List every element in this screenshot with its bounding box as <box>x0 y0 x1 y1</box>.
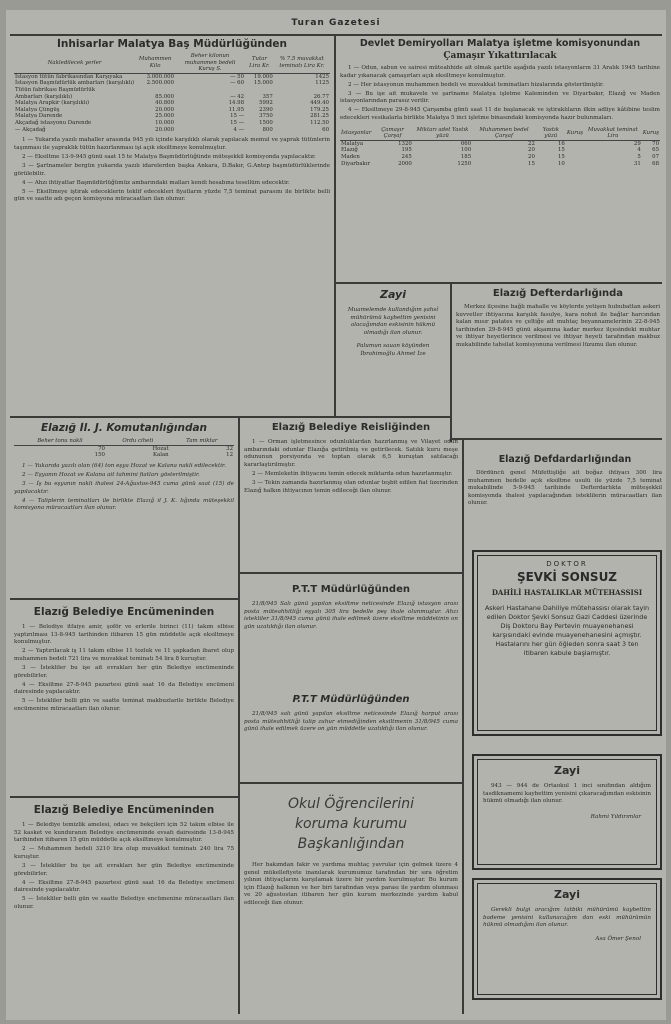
table-header: Muhammen Kilo <box>135 53 175 73</box>
paragraph: 3 — Bu işe ait mukavele ve şartname Malatya işletme Kaleminden ve Diyarbakır, Elazığ ve Maden istasyonlarından parasız verilir. <box>340 90 660 105</box>
paragraph: 2 — Eksiltme 13-9-945 günü saat 15 te Malatya Başmüdürlüğünde müteşekkil komisyonda yapılacaktır. <box>22 153 316 160</box>
zayi-text: Muamelemde kullandığım şahsî mühürümü kaybettim yenisini alacağımdan eskisinin hükmü olmadığı ilan olunur. <box>347 307 439 336</box>
table-cell: 85.000 <box>155 93 175 100</box>
table-cell: 3.000.000 <box>146 73 175 80</box>
zayi2-text: 943 — 944 de Ortaokul 1 inci sınıfından aldığım tasdiknamemi kaybettim yenisini çıkaracağımdan eskisinin hükmü olmadığı ilan olunur. <box>483 783 651 805</box>
table-row <box>340 140 660 147</box>
paragraph: 5 — İstekliler belli gün ve saatte Belediye encümenine müracaatları ilan olunur. <box>14 896 234 910</box>
table-cell: 800 <box>262 126 273 133</box>
table-cell: 195 <box>401 147 412 154</box>
table-row <box>14 80 330 87</box>
table-cell: 449.40 <box>310 100 329 107</box>
table-cell: — 42 <box>230 93 245 100</box>
table-cell <box>175 87 245 94</box>
table-row <box>14 113 330 120</box>
table-cell: Ambarları (karşılıklı) <box>15 93 73 100</box>
table-cell: İstasyon Başmüdürlük ambarları (karşılıklı) <box>15 80 135 87</box>
ptt1-title: P.T.T Müdürlüğünden <box>292 584 410 595</box>
okul-title <box>244 794 458 854</box>
ptt2-text: 21/8/945 salı günü yapılan eksiltme neticesinde Elazığ harput arası posta müteahhitliği talip zuhur etmediğinden eksiltmenin 31/8/945 cuma günü ihale edilmek üzere on gün müddetle uzatıldığı ilan olunur. <box>244 711 458 733</box>
zayi2-signature: Rahmi Yıldırımlar <box>590 813 641 820</box>
paragraph: 1 — Yukarıda yazılı mahaller arasında 945 yılı içinde karşılıklı olarak yapılacak memul ve yaprak tütünlerin taşınması ile yapraklık tütün hazırlanması işi açık eksiltmeye konulmuştur. <box>14 137 330 151</box>
table-cell: 40.800 <box>155 100 175 107</box>
defterdar-notice-1 <box>456 288 660 436</box>
inhisarlar-text <box>14 137 330 204</box>
table-cell: 2390 <box>259 106 273 113</box>
paragraph: 3 — İstekliler bu işe ait evrakları her gün Belediye encümeninde görebilirler. <box>14 862 234 877</box>
encumen1-text <box>14 624 234 714</box>
demiryollari-subtitle: Çamaşır Yıkattırılacak <box>443 51 557 61</box>
divider <box>238 418 240 1014</box>
table-cell: 3750 <box>259 113 273 120</box>
okul-title-line: Okul Öğrencilerini <box>288 796 414 812</box>
ptt2-title: P.T.T Müdürlüğünden <box>292 694 410 705</box>
table-cell: Tütün fabrikası Başmüdürlük <box>15 86 96 93</box>
paragraph: 4 — Taliplerin teminatları ile birlikte Elazığ il J. K. lığında müteşekkil komisyona müracaatları ilan olunur. <box>14 497 234 512</box>
table-cell: 2.500.000 <box>146 80 175 87</box>
paragraph: 4 — Ahzı ihtiyatlar Başmüdürlüğümüz ambarındaki malları kendi hesabına tesellüm edecektir. <box>22 179 290 186</box>
defterdar2-text: Dördüncü genel Müfettişliğe ait boğaz ihtiyacı 300 lira muhammen bedelle açık eksiltme usulü ile yüzde 7,5 teminat mukabilinde 5-9-945 tarihinde Defterdarlıkta müteşekkil komisyonda ihalesi yapılacağından isteklilerin müracaatları ilan olunur. <box>468 470 662 507</box>
jandarma-notice <box>14 422 234 594</box>
table-cell: Maden <box>341 154 360 161</box>
jandarma-title: Elazığ İl. J. Komutanlığından <box>40 422 208 434</box>
table-cell <box>566 147 584 154</box>
divider <box>334 34 336 418</box>
divider <box>10 416 450 418</box>
table-cell: Elazığ <box>341 147 358 154</box>
zayi2-title: Zayi <box>553 764 580 777</box>
demiryollari-table <box>340 127 660 168</box>
table-cell: 5992 <box>259 100 273 107</box>
defterdar-title: Elazığ Defterdarlığında <box>492 288 624 299</box>
inhisarlar-title: İnhisarlar Malatya Baş Müdürlüğünden <box>56 38 288 50</box>
demiryollari-title: Devlet Demiryolları Malatya işletme komisyonundan <box>359 38 641 49</box>
paragraph: 5 — Eksiltmeye iştirak edeceklerin teklif edecekleri fiyatların yüzde 7,5 teminat parasını ile birlikte belli gün ve saatte adı geçen komisyona müracaatları ilan olunur. <box>14 188 330 203</box>
encumen2-title: Elazığ Belediye Encümeninden <box>33 804 215 816</box>
table-row <box>340 147 660 154</box>
zayi3-signature: Asa Ömer Şenol <box>595 935 641 942</box>
divider <box>238 782 462 784</box>
table-cell: 281.25 <box>310 113 329 120</box>
table-cell: 4 — <box>233 126 245 133</box>
table-cell: 2000 <box>398 160 412 167</box>
table-row <box>14 127 330 134</box>
table-cell: Malatya Çüngüş <box>15 106 60 113</box>
table-row <box>14 445 234 452</box>
paragraph: 3 — İş bu eşyanın nakli ihalesi 24-Ağustos-945 cuma günü saat (15) de yapılacaktır. <box>14 480 234 495</box>
paragraph: 3 — Şartnameler bergün yukarıda yazılı idarelerden başka Ankara, D.Bakır, G.Antep başmüdürlüklerinde görülebilir. <box>14 162 330 177</box>
table-cell <box>245 87 274 94</box>
table-cell: — 60 <box>230 80 245 87</box>
table-cell: 25.000 <box>155 113 175 120</box>
zayi-notice-2 <box>472 754 662 870</box>
demiryollari-text <box>340 65 660 123</box>
table-row <box>340 154 660 161</box>
masthead: Turan Gazetesi <box>291 18 381 28</box>
table-cell: 31 <box>633 160 641 167</box>
okul-title-line: Başkanlığından <box>297 836 405 852</box>
table-cell: 20.000 <box>155 126 175 133</box>
encumen-notice-1 <box>14 606 234 794</box>
table-cell: 26.77 <box>313 93 329 100</box>
table-cell: 10.000 <box>155 119 175 126</box>
table-cell: Kalan <box>152 452 169 459</box>
paragraph: 4 — Eksiltmeye 29-8-945 Çarşamba günü saat 11 de başlanacak ve iştiraklıların ilkin adliye kâtibine teslim edecekleri vesikalarla birlikte Malatya 5 inci işletme binasındaki komisyonda hazır bulunmaları. <box>340 107 660 122</box>
table-cell: 150 <box>94 452 105 459</box>
table-cell <box>566 161 584 168</box>
table-cell: 100 <box>460 147 472 154</box>
paragraph: 2 — Yaptırılacak iş 11 takım elbise 11 tozluk ve 11 şapkadan ibaret olup muhammen bedeli 721 lira ve muvakkat teminatı 54 lira 8 kuruştur. <box>14 648 234 662</box>
table-cell: 185 <box>460 154 472 161</box>
divider <box>334 282 662 284</box>
table-cell: — 50 <box>230 73 245 80</box>
table-header: Çamaşır Çarşaf <box>372 127 412 141</box>
defterdar-notice-2 <box>468 454 662 554</box>
table-cell: 15 — <box>230 113 245 120</box>
table-cell: 19.000 <box>253 73 273 80</box>
ptt1-text: 21/8/945 Salı günü yapılan eksiltme neticesinde Elazığ istasyon arası posta müteahhitliği eşyalı 305 lira bedelle peş ihale olunmuştur. Ahzı istekliler 31/8/945 cuma günü ihale edilmek üzere eksiltme müddetinin on gün uzatıldığı ilan olunur. <box>244 601 458 630</box>
top-rule <box>10 34 662 36</box>
table-cell: 15 <box>557 154 565 161</box>
table-row <box>14 120 330 127</box>
ptt-notice-2 <box>244 694 458 780</box>
table-cell: 15.000 <box>253 80 273 87</box>
divider <box>450 282 452 442</box>
doctor-specialty: DAHİLİ HASTALIKLAR MÜTEHASSISI <box>491 588 643 597</box>
belediye-reis-notice <box>244 422 458 568</box>
encumen-notice-2 <box>14 804 234 1012</box>
table-cell <box>566 140 584 147</box>
table-cell: 16 <box>557 140 565 147</box>
table-row <box>14 100 330 107</box>
table-cell: 11.95 <box>228 106 245 113</box>
divider <box>238 572 462 574</box>
ptt-notice-1 <box>244 584 458 682</box>
doctor-label: DOKTOR <box>546 560 588 568</box>
table-header: Miktarı adet Yastık yüzü <box>413 127 472 141</box>
table-cell: 245 <box>401 154 412 161</box>
newspaper-page <box>6 10 666 1020</box>
table-cell: 357 <box>262 93 273 100</box>
table-row <box>14 107 330 114</box>
table-cell: — Akçadağ <box>15 126 46 133</box>
table-cell: 1500 <box>259 119 273 126</box>
paragraph: 1 — Belediye temizlik amelesi, odacı ve bekçileri için 52 takım elbise ile 52 kasket ve kunduranın Belediye encümeninde evsafı dairesinde 13-8-945 tarihinden itibaren 15 gün müddetle açık eksiltmeye konulmuştur. <box>14 822 234 844</box>
encumen2-text <box>14 822 234 912</box>
table-cell: Hozat <box>152 445 169 452</box>
paragraph: 3 — Tekin zamanda hazırlanmış olan odunlar teşbit edilen fiat üzerinden Elazığ halkın ihtiyacının temin edileceği ilan olunur. <box>244 479 458 494</box>
table-cell <box>274 87 330 94</box>
table-cell: 1250 <box>457 160 472 167</box>
table-cell: 1425 <box>315 73 329 80</box>
belediye-reis-text <box>244 439 458 495</box>
table-header: Kuruş <box>566 127 584 141</box>
table-cell: 112.50 <box>310 119 329 126</box>
table-row <box>14 87 330 94</box>
table-cell: 4 <box>637 147 641 154</box>
table-cell: 14.98 <box>228 100 245 107</box>
table-header: Yastık yüzü <box>536 127 566 141</box>
table-cell: 32 <box>226 445 233 452</box>
paragraph: 4 — Eksiltme 27-8-945 pazartesi günü saat 16 da Belediye encümeni dairesinde yapılacaktır. <box>14 879 234 894</box>
paragraph: 2 — Eşyanın Hozat ve Kalana ait tahmini fiatları gösterilmiştir. <box>22 471 200 478</box>
table-cell: 70 <box>652 140 659 147</box>
table-cell: Malatya Darende <box>15 113 63 120</box>
paragraph: 4 — Eksiltme 27-8-945 pazartesi günü saat 16 da Belediye encümeni dairesinde yapılacaktır. <box>14 681 234 696</box>
table-cell: 179.25 <box>310 106 329 113</box>
table-cell: 15 <box>528 160 535 167</box>
paragraph: 1 — Odun, sabun ve sairesi müteahhide ait olmak şartile aşağıda yazılı istasyonların 31 Aralık 1945 tarihine kadar yıkanacak çamaşırları açık eksiltmeye konulmuştur. <box>340 65 660 79</box>
table-cell: 20.000 <box>155 106 175 113</box>
doctor-name: ŞEVKİ SONSUZ <box>516 570 618 584</box>
table-cell: 12 <box>226 452 233 459</box>
table-cell: 60 <box>322 126 329 133</box>
zayi3-text: Gerekli bulgi aracığım tatbiki mühürümü kaybettim bademe yenisini kullanacağım dan eski mühürümün hükmü olmadığını ilan olunur. <box>483 907 651 929</box>
zayi-notice-3 <box>472 878 662 1000</box>
table-row <box>340 161 660 168</box>
table-header: Tam miktar <box>170 438 234 445</box>
jandarma-text <box>14 463 234 513</box>
divider <box>462 440 464 1014</box>
paragraph: 3 — İstekliler bu işe ait evrakları her gün Belediye encümeninde görebilirler. <box>14 664 234 679</box>
table-cell: 1320 <box>398 140 412 147</box>
inhisarlar-notice <box>14 38 330 414</box>
table-cell: 20 <box>528 147 535 154</box>
table-header: Nakledilecek yerler <box>14 53 135 73</box>
table-cell: 70 <box>98 445 105 452</box>
table-header: Kuruş <box>642 127 660 141</box>
zayi-notice-1 <box>340 288 446 414</box>
table-cell: 22 <box>528 140 535 147</box>
belediye-reis-title: Elazığ Belediye Reisliğinden <box>271 422 431 433</box>
table-cell: Diyarbakır <box>341 160 371 167</box>
table-header: Beher kilonun muhammen bedeli Kuruş S. <box>175 53 245 73</box>
okul-title-line: koruma kurumu <box>294 816 408 832</box>
table-cell: 15 — <box>230 119 245 126</box>
table-header: Muvakkat teminat Lira <box>584 127 642 141</box>
table-cell <box>135 87 175 94</box>
table-header: Muhammen bedel Çarşaf <box>472 127 536 141</box>
divider <box>10 598 238 600</box>
inhisarlar-table <box>14 53 330 133</box>
table-cell <box>566 154 584 161</box>
table-cell: 29 <box>633 140 641 147</box>
table-cell: 07 <box>652 154 659 161</box>
jandarma-table <box>14 438 234 459</box>
table-row <box>14 452 234 459</box>
table-cell: 5 <box>637 154 641 161</box>
table-header: Tutar Lira Kr. <box>245 53 274 73</box>
table-cell: 1125 <box>315 80 329 87</box>
table-cell: 10 <box>557 160 565 167</box>
table-header: % 7.5 muvakkat teminatı Lira Kr. <box>274 53 330 73</box>
paragraph: 2 — Memleketin ihtiyacını temin edecek miktarda odun hazırlanmıştır. <box>252 470 453 477</box>
table-cell: Akçadağ istasyonu Darende <box>15 119 92 126</box>
table-cell: 15 <box>557 147 565 154</box>
zayi-title: Zayi <box>379 288 406 301</box>
table-cell: 68 <box>652 160 659 167</box>
divider <box>10 796 238 798</box>
table-header: İstasyonlar <box>340 127 372 141</box>
defterdar2-title: Elazığ Defdardarlığından <box>498 454 632 465</box>
zayi-signature: Palumun sauan köyünden İbrahimoğlu Ahmet İze <box>356 343 430 357</box>
table-header: Beher tonu nakli <box>14 438 106 445</box>
table-header: Ordu ciheti <box>106 438 170 445</box>
paragraph: 1 — Yukarıda yazılı olan (64) ton eşya Hozat ve Kalana nakli edilecektir. <box>22 462 226 469</box>
table-cell: 20 <box>528 154 535 161</box>
defterdar-text: Merkez ilçesine bağlı mahalle ve köylerde yetişen hububattan askeri kuvvetler ihtiyacına karşılık fasulye, kara nohut ile bağlar harcından kalan mısır patates ve çeltiğe ait muhtaç beyannamelerinin 22-8-945 tarihinden 29-8-945 günü akşamına kadar merkez ilçesindeki muhtar ve ihtiyar heyetlerince verilmesi ve ihtiyar heyeti tarafından makbuz mukabilinde tahsilat komisyonuna verilmesi lüzumu ilan olunur. <box>456 304 660 348</box>
paragraph: 2 — Muhammen bedeli 3210 lira olup muvakkat teminatı 240 lira 75 kuruştur. <box>14 846 234 860</box>
paragraph: 1 — Orman işletmesince odunluklardan hazırlanmış ve Vilayet odun ambarındaki odunlar Elazığa getirilmiş ve getirilecek. Satılık kuru meşe odununun porsiyonda ve toptan olarak 6,5 kuruştan satılacağı kararlaştırılmıştır. <box>244 439 458 468</box>
okul-notice <box>244 790 458 1012</box>
okul-text: Her bakımdan fakir ve yardıma muhtaç yavrular için gelmek üzere 4 genel mükellefiyete inanılarak kurumumuz tarafından bir sıra öğretim yılının ihtiyaçlarını karşılamak üzere bir yardım kurulmuştur. Bu kurum için Elazığ halkının ve her biri tarafından veya parası ile yardım olunması ve 20 ağustostan itibaren her gün kurum merkezinde yardım kabul edileceği ilan olunur. <box>244 862 458 906</box>
table-cell: Malatya Arapkir (karşılıklı) <box>15 100 90 107</box>
encumen1-title: Elazığ Belediye Encümeninden <box>33 606 215 618</box>
doctor-advertisement <box>472 550 662 736</box>
demiryollari-notice <box>340 38 660 278</box>
paragraph: 2 — Her istasyonun muhammen bedeli ve muvakkat teminatları hizalarında gösterilmiştir. <box>348 81 604 88</box>
table-cell: Malatya <box>341 140 364 147</box>
doctor-text: Askeri Hastahane Dahiliye mütehassısı olarak tayin edilen Doktor Şevki Sonsuz Gazi Caddesi üzerinde Diş Doktoru Bay Pertevin muayenehanesi karşısındaki evinde muayenehanesini açmıştır. Hastalarını her gün öğleden sonra saat 3 ten itibaren kabule başlamıştır. <box>484 604 650 657</box>
paragraph: 1 — Belediye itfaiye amir, şoför ve erlerile birinci (11) takım elbise yaptırılması 13-8-945 tarihinden itibaren 15 gün müddetle açık eksiltmeye konulmuştur. <box>14 624 234 646</box>
zayi3-title: Zayi <box>553 888 580 901</box>
table-cell: 660 <box>460 140 472 147</box>
table-cell: 65 <box>652 147 659 154</box>
table-cell: İstasyon tütün fabrikasından Karşıyaka <box>15 73 123 80</box>
divider <box>450 438 662 440</box>
paragraph: 5 — İstekliler belli gün ve saatte teminat makbuzlarile birlikte Belediye encümenine müracaatları ilan olunur. <box>14 698 234 712</box>
